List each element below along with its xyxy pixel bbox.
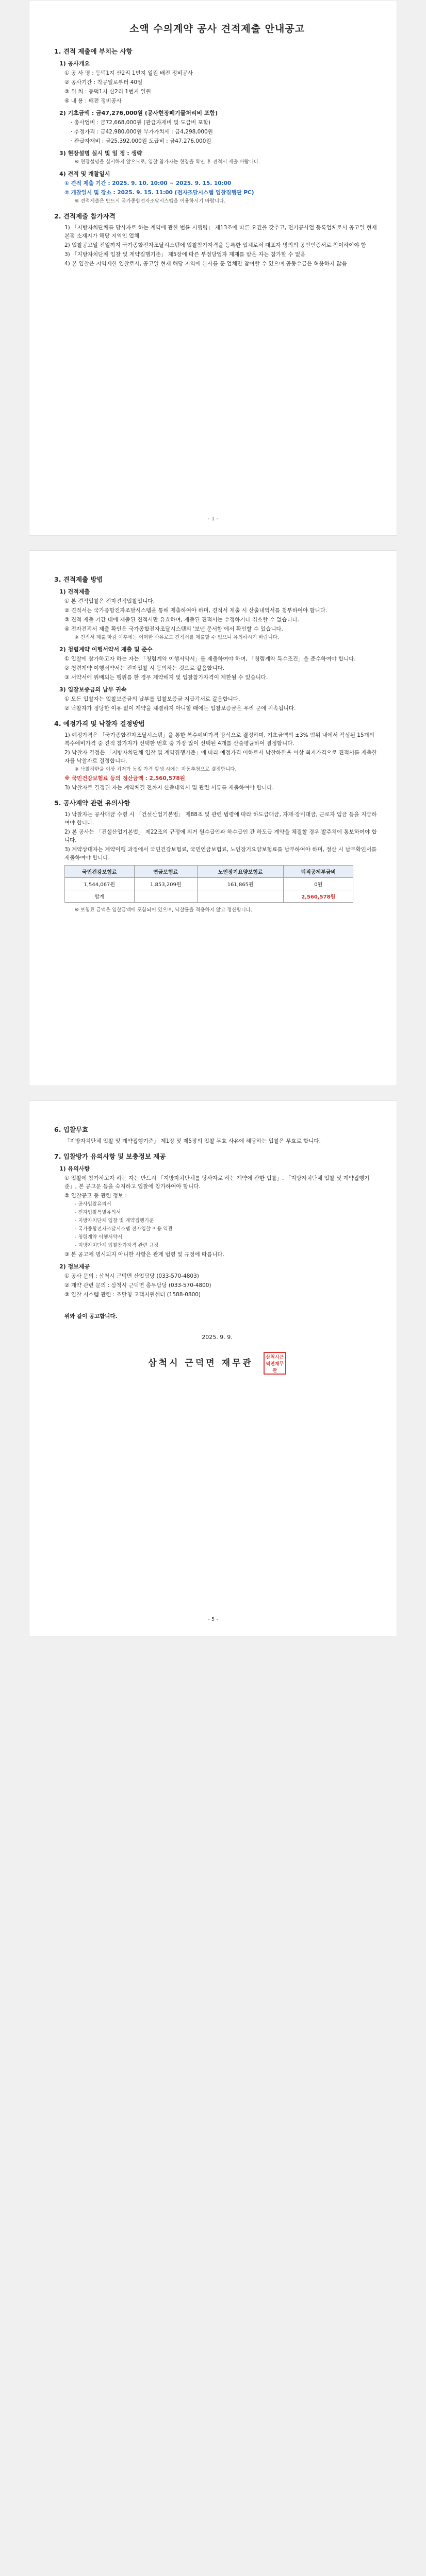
- insurance-note: ※ 보험료 금액은 입찰금액에 포함되어 있으며, 낙찰률을 적용하지 않고 정산합니다.: [75, 907, 253, 913]
- page-3: [29, 1100, 397, 1636]
- quote-rule-2: ② 견적서는 국가종합전자조달시스템을 통해 제출하여야 하며, 견적서 제출 시 산출내역서를 첨부하여야 합니다.: [64, 607, 327, 614]
- project-period: ② 공사기간 : 착공일로부터 40일: [64, 79, 143, 86]
- site-briefing: 3) 현장설명 실시 및 일 정 : 생략: [59, 150, 142, 157]
- quote-rule-4: ④ 전자견적서 제출 확인은 국가종합전자조달시스템의 '보낸 문서함'에서 확인할 수 있습니다.: [64, 626, 283, 632]
- quote-schedule: 4) 견적 및 개찰일시: [59, 171, 110, 177]
- page-number: - 1 -: [208, 516, 218, 522]
- section-3-sub-2: 2) 청렴계약 이행서약서 제출 및 준수: [59, 646, 153, 653]
- contract-note-1: 1) 낙찰자는 공사대금 수령 시 「건설산업기본법」 제88조 및 관련 법령에 따라 하도급대금, 자재·장비대금, 근로자 임금 등을 지급하여야 합니다.: [64, 811, 377, 826]
- insurance-threshold: ※ 국민건강보험료 등의 정산금액 : 2,560,578원: [64, 775, 185, 782]
- qualification-1: 1) 「지방자치단체를 당사자로 하는 계약에 관한 법률 시행령」 제13조에 따른 요건을 갖추고, 전기공사업 등록업체로서 공고일 현재 본점 소재지가 해당 지역인 업체: [64, 225, 377, 239]
- closing-statement: 위와 같이 공고합니다.: [64, 1313, 118, 1319]
- site-briefing-note: ※ 현장설명을 실시하지 않으므로, 입찰 참가자는 현장을 확인 후 견적서 제출 바랍니다.: [75, 159, 260, 165]
- caution-2: ② 입찰공고 등 관련 정보 :: [64, 1193, 127, 1199]
- qualification-2: 2) 입찰공고일 전일까지 국가종합전자조달시스템에 입찰참가자격을 등록한 업체로서 대표자 명의의 공인인증서로 참여하여야 함: [64, 242, 367, 248]
- table-row: [65, 890, 353, 903]
- section-7-sub-1: 1) 유의사항: [59, 1165, 90, 1172]
- project-name: ① 공 사 명 : 등덕1지 산2리 1번지 일원 배전 정비공사: [64, 70, 193, 76]
- deposit-2: ② 낙찰자가 정당한 이유 없이 계약을 체결하지 아니할 때에는 입찰보증금은 우리 군에 귀속됩니다.: [64, 705, 296, 711]
- table-row: [65, 878, 353, 890]
- table-cell: 합계: [65, 890, 135, 903]
- section-2-heading: 2. 견적제출 참가자격: [54, 212, 116, 220]
- list-item: - 전자입찰특별유의서: [75, 1210, 121, 1215]
- integrity-2: ② 청렴계약 이행서약서는 전자입찰 시 동의하는 것으로 갈음합니다.: [64, 665, 224, 671]
- page-title: 소액 수의계약 공사 견적제출 안내공고: [129, 23, 305, 35]
- official-seal: 삼척시근덕면재무관: [264, 1352, 286, 1375]
- list-item: - 지방자치단체 입찰 및 계약집행기준: [75, 1218, 154, 1224]
- caution-1: ① 입찰에 참가하고자 하는 자는 반드시 「지방자치단체를 당사자로 하는 계약에 관한 법률」, 「지방자치단체 입찰 및 계약집행기준」, 본 공고문 등을 숙지하고 입찰에 참가하여야 합니다.: [64, 1175, 370, 1190]
- section-1-sub-1: 1) 공사개요: [59, 60, 90, 67]
- table-cell: 1,853,209원: [134, 878, 197, 890]
- table-cell: [134, 890, 197, 903]
- list-item: - 청렴계약 이행서약서: [75, 1234, 123, 1240]
- project-location: ③ 위 치 : 등덕1지 산2리 1번지 일원: [64, 89, 151, 95]
- total-budget: · 총사업비 : 금72,668,000원 (관급자재비 및 도급비 포함): [71, 120, 210, 126]
- contact-system: ③ 입찰 시스템 관련 : 조달청 고객지원센터 (1588-0800): [64, 1292, 201, 1298]
- integrity-3: ③ 서약서에 위배되는 행위를 한 경우 계약해지 및 입찰참가자격이 제한될 수 있습니다.: [64, 674, 268, 681]
- quote-rule-note: ※ 견적서 제출 마감 이후에는 어떠한 사유로도 견적서를 제출할 수 없으니 유의하시기 바랍니다.: [75, 635, 279, 640]
- contract-note-2: 2) 본 공사는 「건설산업기본법」 제22조의 규정에 의거 원수급인과 하수급인 간 하도급 계약을 체결할 경우 발주처에 통보하여야 합니다.: [64, 829, 377, 843]
- quote-rule-3: ③ 견적 제출 기간 내에 제출된 견적서만 유효하며, 제출된 견적서는 수정하거나 취소할 수 없습니다.: [64, 617, 300, 623]
- section-3-sub-1: 1) 견적제출: [59, 588, 90, 595]
- price-rule-note: ※ 낙찰하한율 이상 최저가 동일 가격 발생 시에는 자동추첨으로 결정합니다.: [75, 767, 237, 772]
- announcement-date: 2025. 9. 9.: [202, 1334, 233, 1341]
- submission-note: ※ 견적제출은 반드시 국가종합전자조달시스템을 이용하시기 바랍니다.: [75, 198, 226, 204]
- integrity-1: ① 입찰에 참가하고자 하는 자는 「청렴계약 이행서약서」를 제출하여야 하며, 「청렴계약 특수조건」을 준수하여야 합니다.: [64, 656, 356, 662]
- table-header-cell: 노인장기요양보험료: [197, 866, 284, 878]
- table-cell-total: 2,560,578원: [284, 890, 353, 903]
- contact-contract: ② 계약 관련 문의 : 삼척시 근덕면 총무담당 (033-570-4800): [64, 1282, 211, 1289]
- section-3-sub-3: 3) 입찰보증금의 납부 귀속: [59, 686, 127, 693]
- opening-datetime: ② 개찰일시 및 장소 : 2025. 9. 15. 11:00 (전자조달시스템 입찰집행관 PC): [64, 190, 254, 196]
- page-1: [29, 0, 397, 536]
- page-number: - 5 -: [208, 1617, 218, 1622]
- insurance-table: [64, 865, 353, 903]
- table-header-row: [65, 866, 353, 878]
- table-cell: 0원: [284, 878, 353, 890]
- caution-3: ③ 본 공고에 명시되지 아니한 사항은 관계 법령 및 규정에 따릅니다.: [64, 1251, 224, 1258]
- section-5-heading: 5. 공사계약 관련 유의사항: [54, 799, 130, 807]
- qualification-4: 4) 본 입찰은 지역제한 입찰로서, 공고일 현재 해당 지역에 본사를 둔 업체만 참여할 수 있으며 공동수급은 허용하지 않음: [64, 261, 347, 267]
- estimated-price: · 추정가격 : 금42,980,000원 부가가치세 : 금4,298,000원: [71, 129, 213, 135]
- table-cell: 161,865원: [197, 878, 284, 890]
- signer-name: 삼척시 근덕면 재무관: [148, 1358, 253, 1368]
- list-item: - 지방자치단체 입찰참가자격 관련 규정: [75, 1243, 159, 1248]
- quote-rule-1: ① 본 견적입찰은 전자견적입찰입니다.: [64, 598, 155, 604]
- deposit-1: ① 모든 입찰자는 입찰보증금의 납부를 입찰보증금 지급각서로 갈음합니다.: [64, 696, 240, 702]
- signer-block: [54, 1352, 380, 1375]
- price-rule-1: 1) 예정가격은 「국가종합전자조달시스템」을 통한 복수예비가격 방식으로 결정하며, 기초금액의 ±3% 범위 내에서 작성된 15개의 복수예비가격 중 견적 참가자가 선택한 번호 중 가장 많이 선택된 4개를 산술평균하여 결정합니다.: [64, 732, 374, 747]
- section-6-heading: 6. 입찰무효: [54, 1126, 89, 1133]
- qualification-3: 3) 「지방자치단체 입찰 및 계약집행기준」 제5장에 따른 부정당업자 제재를 받은 자는 참가할 수 없음: [64, 251, 306, 258]
- table-cell: [197, 890, 284, 903]
- invalid-bid-rule: 「지방자치단체 입찰 및 계약집행기준」 제1장 및 제5장의 입찰 무효 사유에 해당하는 입찰은 무효로 합니다.: [64, 1138, 321, 1144]
- section-3-heading: 3. 견적제출 방법: [54, 575, 103, 583]
- contact-construction: ① 공사 문의 : 삼척시 근덕면 산업담당 (033-570-4803): [64, 1273, 199, 1279]
- table-header-cell: 퇴직공제부금비: [284, 866, 353, 878]
- table-cell: 1,544,067원: [65, 878, 135, 890]
- list-item: - 국가종합전자조달시스템 전자입찰 이용 약관: [75, 1226, 173, 1232]
- list-item: - 공사입찰유의서: [75, 1201, 111, 1207]
- project-content: ④ 내 용 : 배전 정비공사: [64, 98, 122, 104]
- table-header-cell: 연금보험료: [134, 866, 197, 878]
- table-header-cell: 국민건강보험료: [65, 866, 135, 878]
- section-4-heading: 4. 예정가격 및 낙찰자 결정방법: [54, 720, 145, 727]
- material-cost: · 관급자재비 : 금25,392,000원 도급비 : 금47,276,000원: [71, 138, 211, 144]
- section-1-heading: 1. 견적 제출에 부치는 사항: [54, 47, 133, 55]
- price-rule-2: 2) 낙찰자 결정은 「지방자치단체 입찰 및 계약집행기준」에 따라 예정가격 이하로서 낙찰하한율 이상 최저가격으로 견적서를 제출한 자를 낙찰자로 결정합니다.: [64, 750, 377, 764]
- section-7-heading: 7. 입찰방가 유의사항 및 보충정보 제공: [54, 1153, 166, 1160]
- section-7-sub-2: 2) 정보제공: [59, 1263, 90, 1270]
- base-amount: 2) 기초금액 : 금47,276,000원 (공사현장폐기물처리비 포함): [59, 110, 218, 116]
- price-rule-3: 3) 낙찰자로 결정된 자는 계약체결 전까지 산출내역서 및 관련 서류를 제출하여야 합니다.: [64, 785, 274, 791]
- submission-period: ① 견적 제출 기간 : 2025. 9. 10. 10:00 ~ 2025. 9. 15. 10:00: [64, 180, 232, 187]
- page-2: [29, 550, 397, 1086]
- contract-note-3: 3) 계약상대자는 계약이행 과정에서 국민건강보험료, 국민연금보험료, 노인장기요양보험료를 납부하여야 하며, 정산 시 납부확인서를 제출하여야 합니다.: [64, 846, 377, 861]
